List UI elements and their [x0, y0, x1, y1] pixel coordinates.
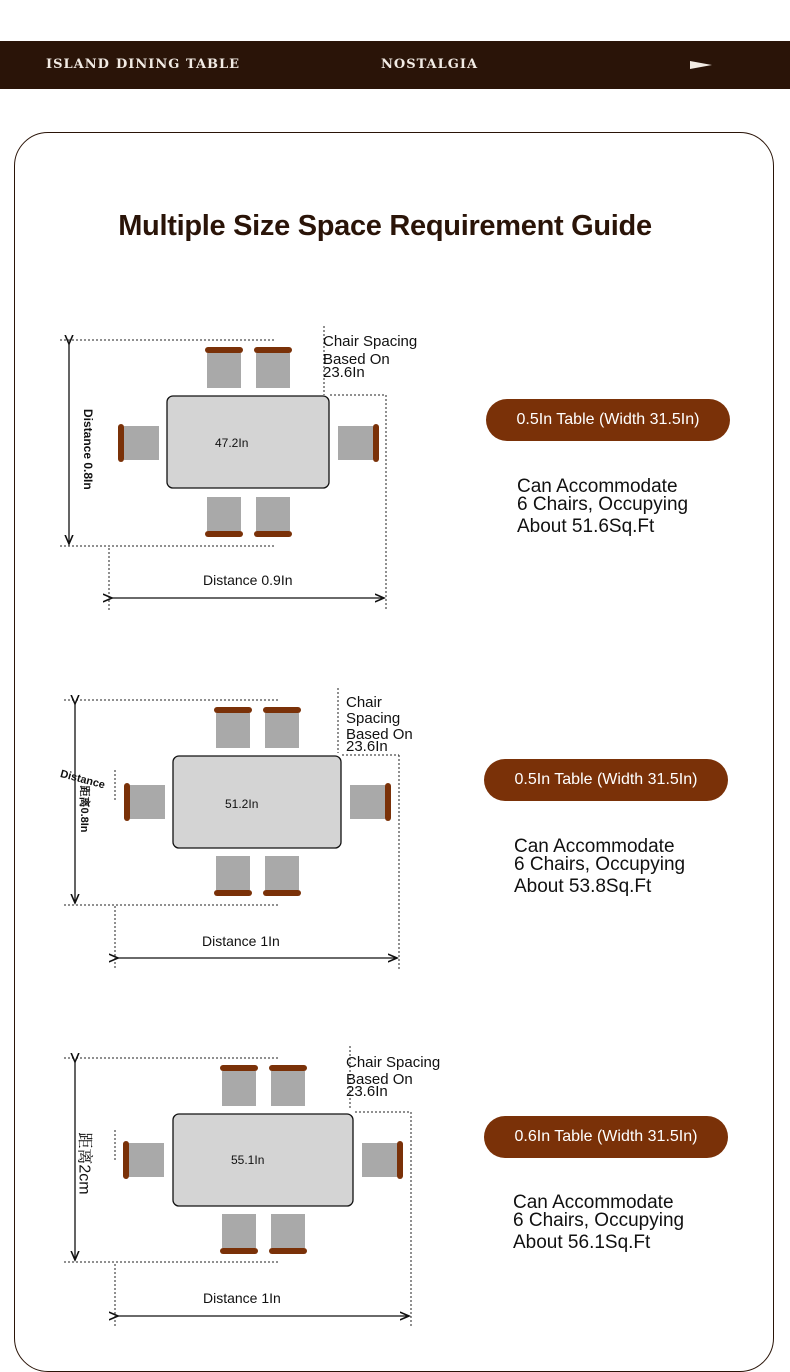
chair-spacing-line-2: Based On	[346, 1071, 413, 1088]
table-size-pill: 0.6In Table (Width 31.5In)	[484, 1116, 728, 1158]
chair-spacing-line-2: Based On	[323, 351, 390, 368]
chair-top-left	[220, 1065, 258, 1106]
nav-item-table[interactable]: TABLE	[186, 57, 241, 72]
side-distance-label-b: 距离0.8In	[78, 785, 90, 833]
bottom-distance-label: Distance 0.9In	[203, 572, 293, 588]
capacity-line-3: About 56.1Sq.Ft	[513, 1232, 651, 1253]
side-distance-label: 距离2cm	[75, 1132, 93, 1195]
nav-item-dining[interactable]: DINING	[116, 57, 181, 72]
table-length-label: 55.1In	[231, 1153, 265, 1167]
table-length-label: 47.2In	[215, 436, 249, 450]
chair-bottom-right	[269, 1214, 307, 1254]
brand-label: NOSTALGIA	[381, 57, 479, 72]
capacity-line-2: 6 Chairs, Occupying	[517, 494, 689, 515]
capacity-line-2: 6 Chairs, Occupying	[513, 1210, 685, 1231]
page-title: Multiple Size Space Requirement Guide	[118, 210, 652, 242]
capacity-line-3: About 53.8Sq.Ft	[514, 876, 652, 897]
chair-spacing-line-2: Spacing	[346, 710, 401, 727]
table-size-pill: 0.5In Table (Width 31.5In)	[486, 399, 730, 441]
chair-spacing-line-3: 23.6In	[323, 364, 365, 381]
capacity-line-2: 6 Chairs, Occupying	[514, 854, 686, 875]
chair-spacing-note	[346, 1055, 440, 1099]
chair-spacing-line-1: Chair Spacing	[323, 333, 418, 350]
chair-spacing-line-4: 23.6In	[346, 738, 388, 755]
capacity-line-1: Can Accommodate	[517, 476, 678, 497]
bottom-distance-label: Distance 1In	[203, 1290, 281, 1306]
chair-spacing-line-3: 23.6In	[346, 1083, 388, 1100]
side-distance-label: Distance 0.8In	[81, 409, 95, 490]
nav-item-island[interactable]: ISLAND	[46, 57, 110, 72]
capacity-description	[513, 1194, 684, 1252]
chair-left	[123, 1141, 164, 1179]
capacity-line-1: Can Accommodate	[514, 836, 675, 857]
capacity-line-3: About 51.6Sq.Ft	[517, 516, 655, 537]
bottom-distance-label: Distance 1In	[202, 933, 280, 949]
capacity-line-1: Can Accommodate	[513, 1192, 674, 1213]
chair-bottom-left	[220, 1214, 258, 1254]
chair-top-right	[269, 1065, 307, 1106]
chair-spacing-line-1: Chair	[346, 694, 382, 711]
table-length-label: 51.2In	[225, 797, 259, 811]
side-distance-label-a: Distance	[58, 768, 107, 792]
table-size-pill: 0.5In Table (Width 31.5In)	[484, 759, 728, 801]
chair-spacing-line-3: Based On	[346, 726, 413, 743]
chair-spacing-line-1: Chair Spacing	[346, 1054, 441, 1071]
chair-right	[362, 1141, 403, 1179]
